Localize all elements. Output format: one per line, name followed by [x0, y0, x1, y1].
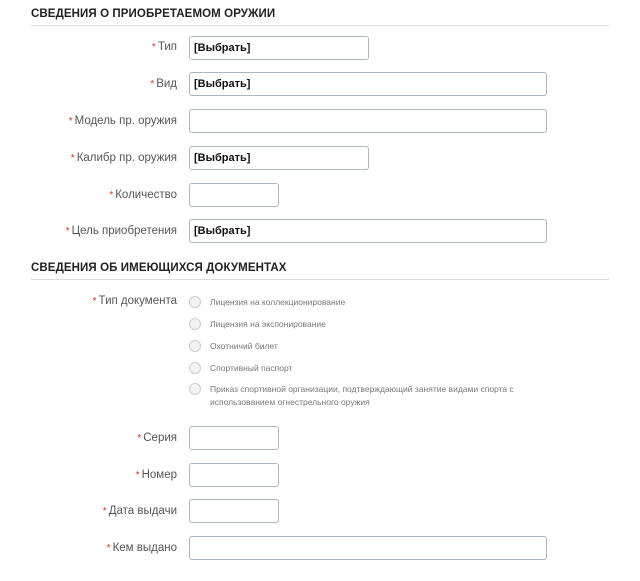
required-marker: *: [151, 42, 156, 53]
radio-option-label: Лицензия на коллекционирование: [210, 297, 346, 307]
issued-by-input[interactable]: [189, 536, 547, 560]
required-marker: *: [135, 470, 140, 481]
section-title-documents: СВЕДЕНИЯ ОБ ИМЕЮЩИХСЯ ДОКУМЕНТАХ: [31, 262, 287, 274]
number-label: [136, 469, 177, 481]
required-marker: *: [109, 190, 114, 201]
quantity-label: [109, 189, 177, 201]
radio-option-label: Приказ спортивной организации, подтверждающий занятие видами спорта с использованием огнестрельного оружия: [210, 384, 514, 407]
radio-option-label: Спортивный паспорт: [210, 363, 293, 373]
issue-date-label: [103, 505, 177, 517]
quantity-input[interactable]: [189, 183, 279, 207]
required-marker: *: [137, 433, 142, 444]
model-label: [69, 115, 177, 127]
issued-by-label: [107, 542, 177, 554]
kind-label-text: Вид: [156, 78, 177, 90]
quantity-label-text: Количество: [115, 189, 177, 201]
radio-option-label: Охотничий билет: [210, 341, 278, 351]
required-marker: *: [65, 226, 70, 237]
purpose-select[interactable]: [Выбрать]: [189, 219, 547, 243]
section-divider: [31, 25, 609, 26]
model-input[interactable]: [189, 109, 547, 133]
radio-option-label: Лицензия на экспонирование: [210, 319, 326, 329]
required-marker: *: [68, 116, 73, 127]
section-divider: [31, 279, 609, 280]
caliber-select[interactable]: [Выбрать]: [189, 146, 369, 170]
kind-label: [150, 78, 177, 90]
doc-type-label-text: Тип документа: [98, 295, 177, 307]
issue-date-label-text: Дата выдачи: [108, 505, 177, 517]
number-label-text: Номер: [141, 469, 177, 481]
required-marker: *: [70, 153, 75, 164]
issued-by-label-text: Кем выдано: [112, 542, 177, 554]
caliber-label: [71, 152, 177, 164]
required-marker: *: [92, 296, 97, 307]
radio-button[interactable]: [189, 318, 201, 330]
issue-date-input[interactable]: [189, 499, 279, 523]
series-label-text: Серия: [143, 432, 177, 444]
required-marker: *: [106, 543, 111, 554]
required-marker: *: [102, 506, 107, 517]
type-label-text: Тип: [157, 41, 177, 53]
section-title-weapon: СВЕДЕНИЯ О ПРИОБРЕТАЕМОМ ОРУЖИИ: [31, 8, 276, 20]
kind-select[interactable]: [Выбрать]: [189, 72, 547, 96]
radio-button[interactable]: [189, 362, 201, 374]
doc-type-label: [93, 295, 177, 307]
series-label: [137, 432, 177, 444]
series-input[interactable]: [189, 426, 279, 450]
radio-button[interactable]: [189, 296, 201, 308]
radio-button[interactable]: [189, 340, 201, 352]
required-marker: *: [150, 79, 155, 90]
purpose-label: [66, 225, 177, 237]
type-label: [152, 41, 177, 53]
model-label-text: Модель пр. оружия: [74, 115, 177, 127]
number-input[interactable]: [189, 463, 279, 487]
type-select[interactable]: [Выбрать]: [189, 36, 369, 60]
caliber-label-text: Калибр пр. оружия: [76, 152, 177, 164]
radio-button[interactable]: [189, 383, 201, 395]
purpose-label-text: Цель приобретения: [71, 225, 177, 237]
